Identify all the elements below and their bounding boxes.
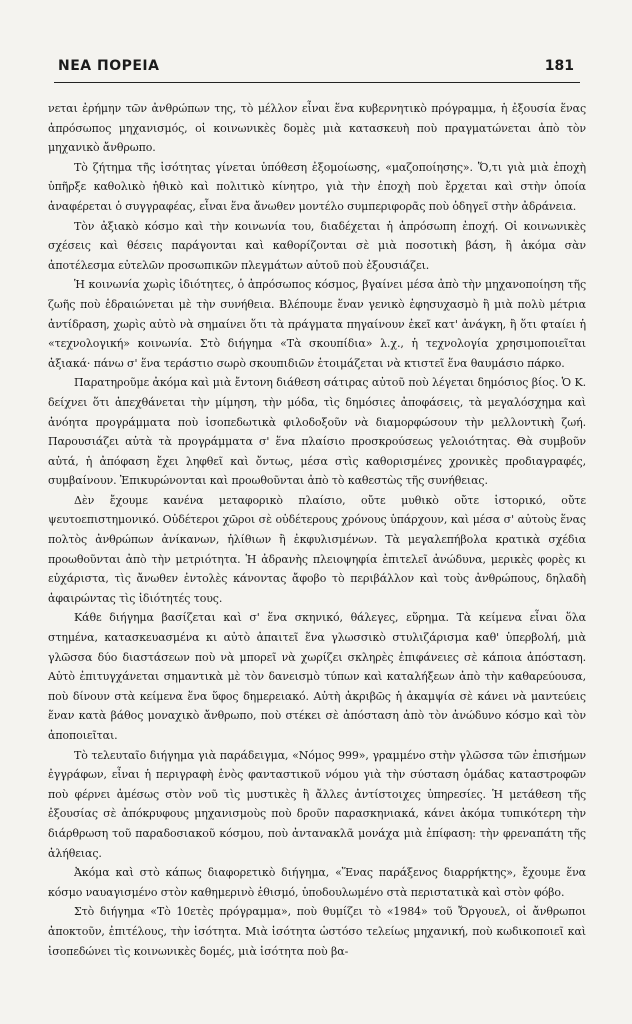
paragraph: Δὲν ἔχουμε κανένα μεταφορικὸ πλαίσιο, οὔτε μυθικὸ οὔτε ἱστορικό, οὔτε ψευτοεπιστημονικό. Οὐδέτεροι χῶροι σὲ οὐδέτερους χρόνους ὑπάρχουν, καὶ μέσα σ' αὐτοὺς ἕνας πολτὸς ἀνθρώπων ἀνίκανων, ἠλίθιων ἢ ἐκφυλισμένων. Τὰ μεγαλεπήβολα κρατικὰ σχέδια προωθοῦνται ἀπὸ τὴν μετριότητα. Ἡ ἀδρανὴς πλειοψηφία ἐπιτελεῖ ἀνώδυνα, μερικὲς φορὲς κι εὐχάριστα, τὶς ἄνωθεν ἐντολὲς κάνοντας ἄφοβο τὸ περιβάλλον καὶ τοὺς ἀνθρώπους, δηλαδὴ ἀφαιρώντας τὶς ἰδιότητές τους. bbox=[48, 493, 586, 605]
page-number: 181 bbox=[544, 58, 574, 74]
header-rule bbox=[54, 82, 580, 83]
article-body bbox=[48, 99, 586, 961]
paragraph: Κάθε διήγημα βασίζεται καὶ σ' ἕνα σκηνικό, θάλεγες, εὕρημα. Τὰ κείμενα εἶναι ὅλα στημένα, κατασκευασμένα κι αὐτὸ ἀπαιτεῖ ἕνα γλωσσικὸ στυλιζάρισμα καθ' ὑπερβολή, μιὰ γλῶσσα δύο διαστάσεων ποὺ νὰ μπορεῖ νὰ χωρίζει σκληρὲς ἐπιφάνειες σὲ κάποια ἀπόσταση. Αὐτὸ ἐπιτυγχάνεται σημαντικὰ μὲ τὸν δανεισμὸ τύπων καὶ καταλήξεων ἀπὸ τὴν καθαρεύουσα, ποὺ δίνουν στὰ κείμενα ἕνα ὕφος δημερειακό. Αὐτὴ ἀκριβῶς ἡ ἀκαμψία σὲ κάνει νὰ μαντεύεις ἕναν κατὰ βάθος μοναχικὸ ἄνθρωπο, ποὺ στέκει σὲ ἀπόσταση ἀπὸ τὸν ἀνώδυνο κόσμο καὶ τὸν ἀποποιεῖται. bbox=[48, 611, 586, 742]
paragraph: Τὸν ἀξιακὸ κόσμο καὶ τὴν κοινωνία του, διαδέχεται ἡ ἀπρόσωπη ἐποχή. Οἱ κοινωνικὲς σχέσεις καὶ θέσεις παράγονται καὶ καθορίζονται σὲ μιὰ ποσοτικὴ βάση, ἢ ἀκόμα σὰν ἀποτέλεσμα εὐτελῶν προσωπικῶν πλεγμάτων αὐτοῦ ποὺ ἐξουσιάζει. bbox=[48, 219, 586, 272]
paragraph: Ἀκόμα καὶ στὸ κάπως διαφορετικὸ διήγημα, «Ἕνας παράξενος διαρρήκτης», ἔχουμε ἕνα κόσμο ναυαγισμένο στὸν καθημερινὸ ἐθισμό, ὑποδουλωμένο στὰ περιστατικὰ καὶ στὸν φόβο. bbox=[48, 866, 586, 899]
journal-title: ΝΕΑ ΠΟΡΕΙΑ bbox=[58, 58, 160, 74]
paragraph: Ἡ κοινωνία χωρὶς ἰδιότητες, ὁ ἀπρόσωπος κόσμος, βγαίνει μέσα ἀπὸ τὴν μηχανοποίηση τῆς ζωῆς ποὺ ἑδραιώνεται μὲ τὴν συνήθεια. Βλέπουμε ἕναν γενικὸ ἐφησυχασμὸ ἢ μιὰ πολὺ μέτρια ἀντίδραση, χωρὶς αὐτὸ νὰ σημαίνει ὅτι τὰ πράγματα πηγαίνουν ἐκεῖ κατ' ἀνάγκη, ἢ ὅτι φταίει ἡ «τεχνολογική» κοινωνία. Στὸ διήγημα «Τὰ σκουπίδια» λ.χ., ἡ τεχνολογία χρησιμοποιεῖται ἀξιακά· πάνω σ' ἕνα τεράστιο σωρὸ σκουπιδιῶν ἑτοιμάζεται νὰ κτιστεῖ ἕνα θαυμάσιο πάρκο. bbox=[48, 278, 586, 370]
running-header bbox=[48, 58, 586, 74]
paragraph: Τὸ ζήτημα τῆς ἰσότητας γίνεται ὑπόθεση ἐξομοίωσης, «μαζοποίησης». Ὅ,τι γιὰ μιὰ ἐποχὴ ὑπῆρξε καθολικὸ ἠθικὸ καὶ πολιτικὸ κίνητρο, γιὰ τὴν ἐποχὴ ποὺ ἔρχεται καὶ στὴν ὁποία ἀναφέρεται ὁ συγγραφέας, εἶναι ἕνα ἄνωθεν μοντέλο συμπεριφορᾶς ποὺ ὁδηγεῖ στὴν ἀδράνεια. bbox=[48, 160, 586, 213]
paragraph: Παρατηροῦμε ἀκόμα καὶ μιὰ ἔντονη διάθεση σάτιρας αὐτοῦ ποὺ λέγεται δημόσιος βίος. Ὁ Κ. δείχνει ὅτι ἀπεχθάνεται τὴν μίμηση, τὴν μόδα, τὶς δημόσιες ἀποφάσεις, τὰ μεγαλόσχημα καὶ ἀνόητα προγράμματα ποὺ ἰσοπεδωτικὰ φιλοδοξοῦν νὰ διαμορφώσουν τὴν μελλοντικὴ ζωή. Παρουσιάζει αὐτὰ τὰ προγράμματα σ' ἕνα πλαίσιο προσκρούσεως γελοιότητας. Θὰ συμβοῦν αὐτά, ἡ ἀπόφαση ἔχει ληφθεῖ καὶ ὄντως, μέσα στὶς καθορισμένες χρονικὲς προδιαγραφές, συμβαίνουν. Ἐπικυρώνονται καὶ προωθοῦνται ἀπὸ τὸ καθεστὼς τῆς συνήθειας. bbox=[48, 376, 586, 488]
paragraph: νεται ἐρήμην τῶν ἀνθρώπων της, τὸ μέλλον εἶναι ἕνα κυβερνητικὸ πρόγραμμα, ἡ ἐξουσία ἕνας ἀπρόσωπος μηχανισμός, οἱ κοινωνικὲς δομὲς μιὰ κατασκευὴ ποὺ πραγματώνεται ἀπὸ τὸν μηχανικὸ ἄνθρωπο. bbox=[48, 102, 586, 155]
paragraph: Στὸ διήγημα «Τὸ 10ετὲς πρόγραμμα», ποὺ θυμίζει τὸ «1984» τοῦ Ὄργουελ, οἱ ἄνθρωποι ἀποκτοῦν, ἐπιτέλους, τὴν ἰσότητα. Μιὰ ἰσότητα ὡστόσο τελείως μηχανική, ποὺ κωδικοποιεῖ καὶ ἰσοπεδώνει τὶς κοινωνικὲς δομές, μιὰ ἰσότητα ποὺ βα- bbox=[48, 905, 586, 958]
paragraph: Τὸ τελευταῖο διήγημα γιὰ παράδειγμα, «Νόμος 999», γραμμένο στὴν γλῶσσα τῶν ἐπισήμων ἐγγράφων, εἶναι ἡ περιγραφὴ ἑνὸς φανταστικοῦ νόμου γιὰ τὴν σύσταση ὁμάδας καταστροφῶν ποὺ φέρνει ἀμέσως στὸν νοῦ τὶς μυστικὲς ἢ ἄλλες ἀντίστοιχες ὑπηρεσίες. Ἡ μετάθεση τῆς ἐξουσίας σὲ ἀπόκρυφους μηχανισμοὺς ποὺ δροῦν παρασκηνιακά, κάνει ἀκόμα τυπικότερη τὴν διάρθρωση τοῦ παραδοσιακοῦ κόσμου, ποὺ ἀντανακλᾶ μονάχα μιὰ ἐπίφαση: τὴν φρεναπάτη τῆς ἀλήθειας. bbox=[48, 748, 586, 860]
